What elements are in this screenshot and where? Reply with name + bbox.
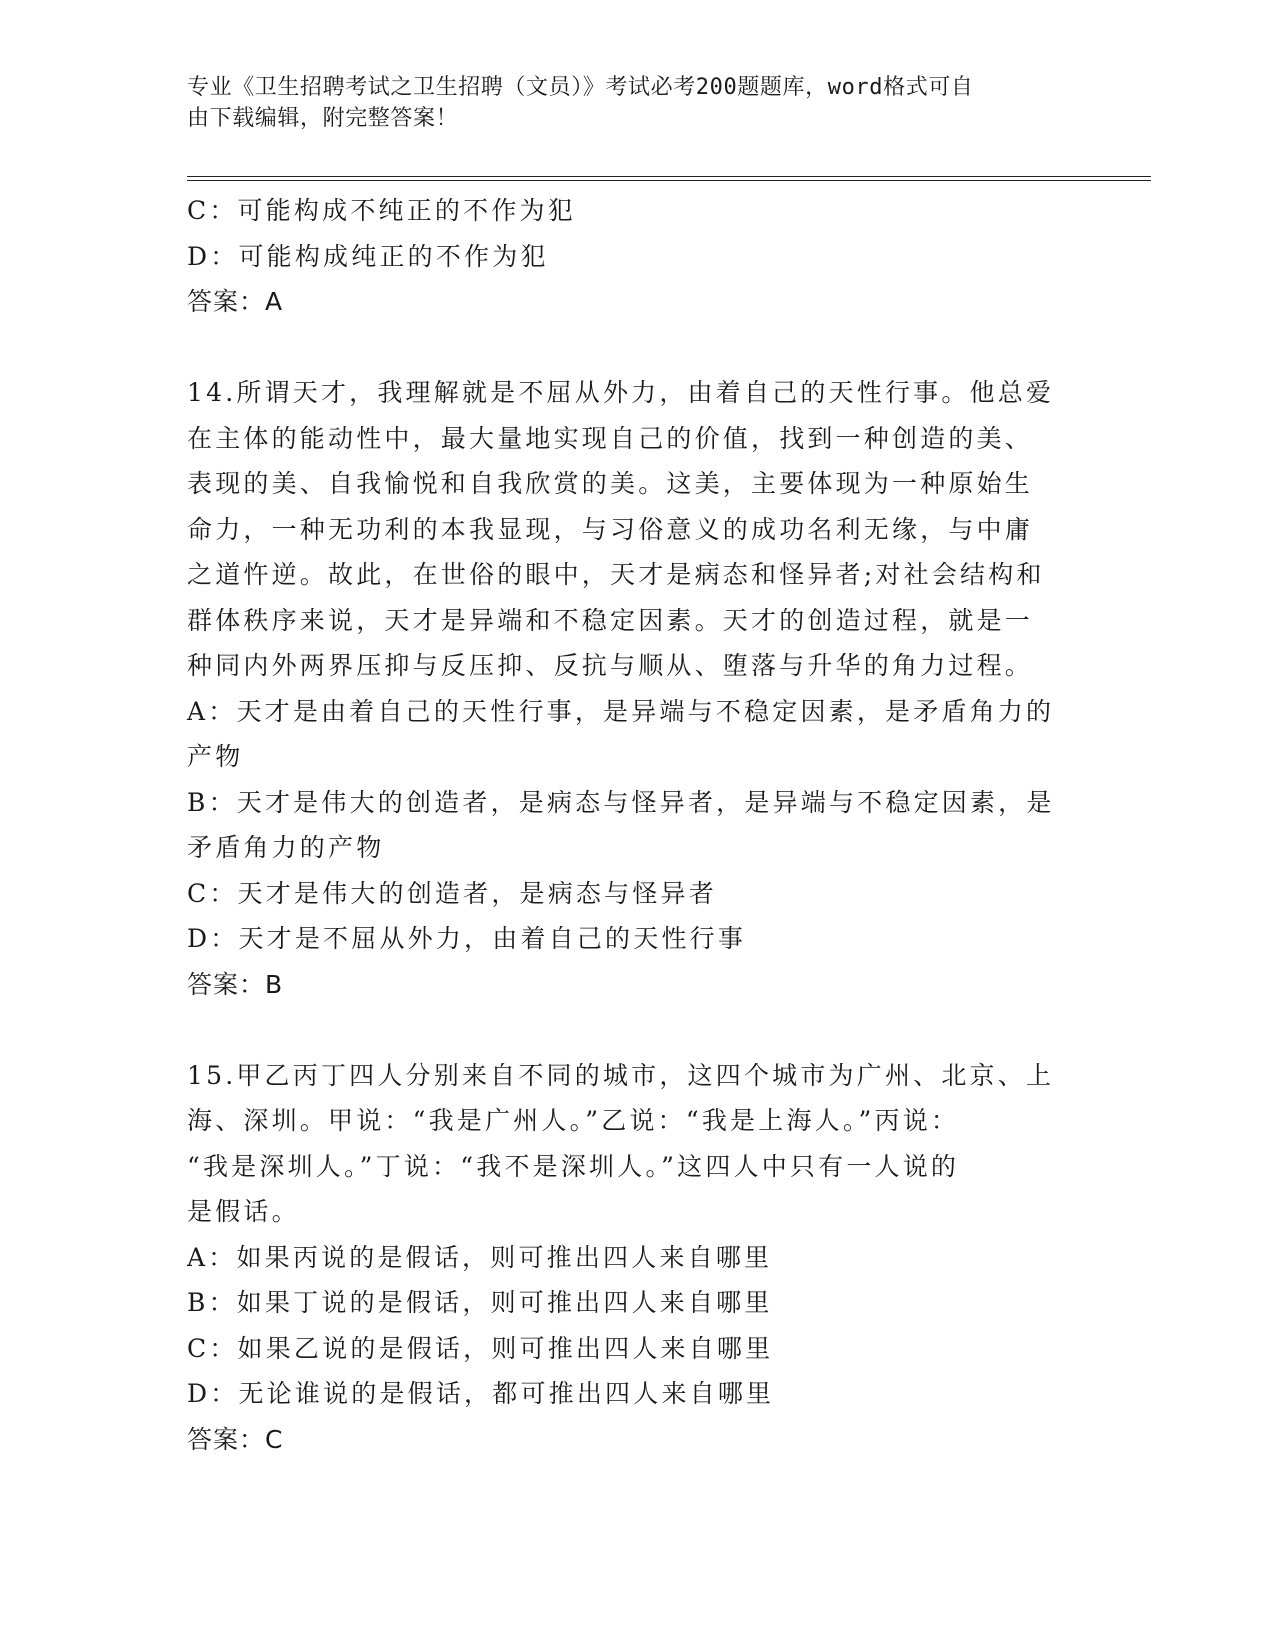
document-header <box>187 72 1067 134</box>
document-body <box>187 188 1067 1462</box>
option-a: A：如果丙说的是假话，则可推出四人来自哪里 <box>187 1242 773 1272</box>
question-text-line: 之道忤逆。故此，在世俗的眼中，天才是病态和怪异者;对社会结构和 <box>187 560 1045 589</box>
option-d: D：可能构成纯正的不作为犯 <box>187 241 549 271</box>
answer-line: 答案：C <box>187 1424 284 1454</box>
option-c: C：如果乙说的是假话，则可推出四人来自哪里 <box>187 1333 774 1363</box>
spacer <box>187 325 1067 371</box>
option-b: B：天才是伟大的创造者，是病态与怪异者，是异端与不稳定因素，是 <box>187 787 1055 817</box>
question-text-line: “我是深圳人。”丁说：“我不是深圳人。”这四人中只有一人说的 <box>187 1151 960 1181</box>
question-text-line: 是假话。 <box>187 1197 300 1226</box>
question-text-line: 在主体的能动性中，最大量地实现自己的价值，找到一种创造的美、 <box>187 423 1034 453</box>
option-d: D：天才是不屈从外力，由着自己的天性行事 <box>187 924 747 953</box>
option-a: A：天才是由着自己的天性行事，是异端与不稳定因素，是矛盾角力的 <box>187 696 1055 726</box>
header-divider <box>187 176 1151 181</box>
header-line-1: 专业《卫生招聘考试之卫生招聘（文员）》考试必考200题题库，word格式可自 <box>187 75 974 100</box>
option-b: B：如果丁说的是假话，则可推出四人来自哪里 <box>187 1288 773 1317</box>
question-text-line: 种同内外两界压抑与反压抑、反抗与顺从、堕落与升华的角力过程。 <box>187 651 1034 680</box>
option-b-continued: 矛盾角力的产物 <box>187 833 385 862</box>
question-text-line: 14.所谓天才，我理解就是不屈从外力，由着自己的天性行事。他总爱 <box>187 378 1055 407</box>
question-13-tail <box>187 188 1067 325</box>
question-text-line: 15.甲乙丙丁四人分别来自不同的城市，这四个城市为广州、北京、上 <box>187 1060 1055 1090</box>
answer-line: 答案：B <box>187 969 284 999</box>
question-15 <box>187 1053 1067 1463</box>
question-text-line: 表现的美、自我愉悦和自我欣赏的美。这美，主要体现为一种原始生 <box>187 469 1034 498</box>
question-text-line: 命力，一种无功利的本我显现，与习俗意义的成功名利无缘，与中庸 <box>187 514 1034 544</box>
option-c: C：可能构成不纯正的不作为犯 <box>187 196 576 225</box>
question-text-line: 海、深圳。甲说：“我是广州人。”乙说：“我是上海人。”丙说： <box>187 1106 960 1135</box>
question-text-line: 群体秩序来说，天才是异端和不稳定因素。天才的创造过程，就是一 <box>187 605 1034 635</box>
header-line-2: 由下载编辑，附完整答案！ <box>187 106 459 131</box>
option-c: C：天才是伟大的创造者，是病态与怪异者 <box>187 878 717 908</box>
answer-line: 答案：A <box>187 287 284 316</box>
option-a-continued: 产物 <box>187 742 244 771</box>
question-14 <box>187 370 1067 1007</box>
spacer <box>187 1007 1067 1053</box>
option-d: D：无论谁说的是假话，都可推出四人来自哪里 <box>187 1379 775 1408</box>
